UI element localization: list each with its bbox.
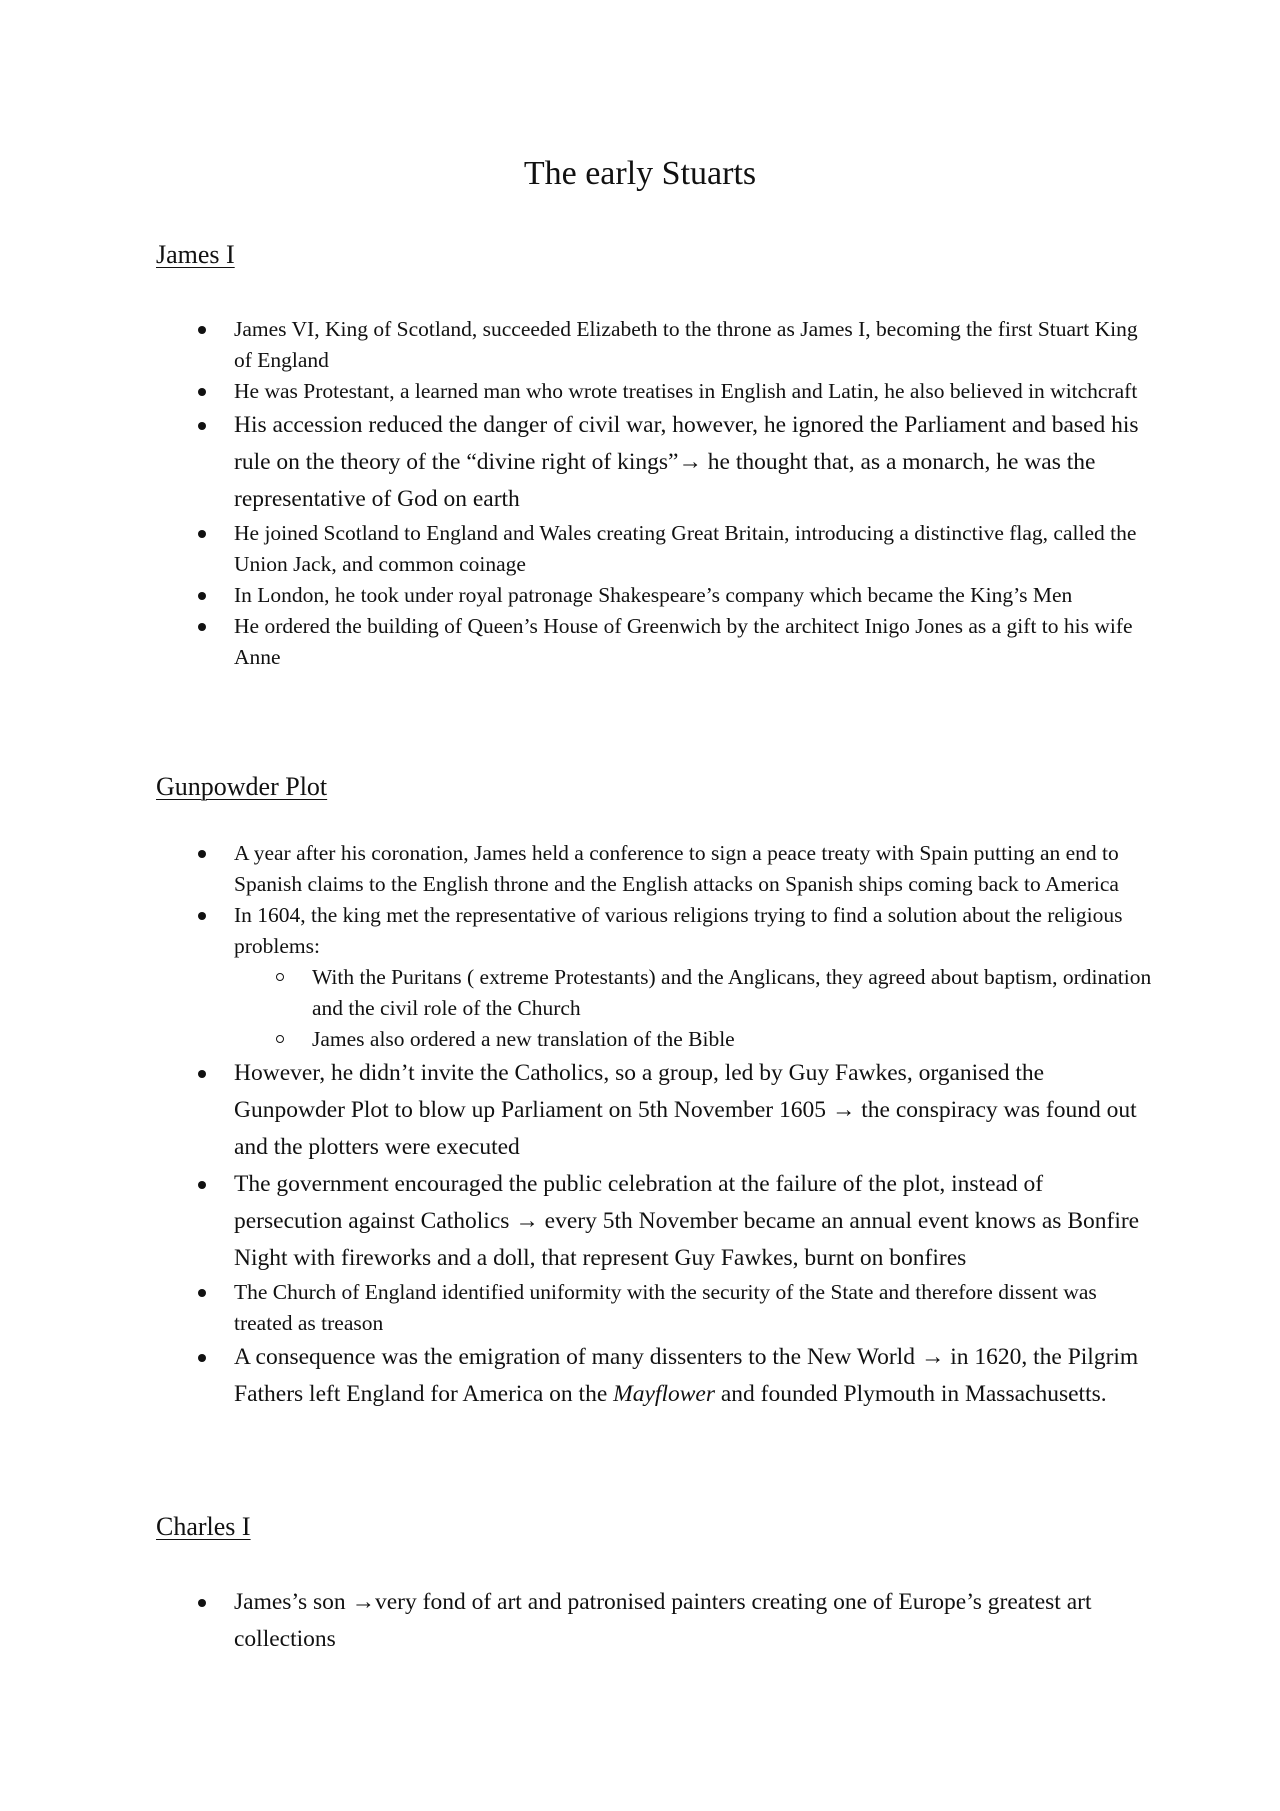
bullet-icon xyxy=(198,1070,206,1078)
bullet-icon xyxy=(198,623,206,631)
sub-list-item: With the Puritans ( extreme Protestants) and the Anglicans, they agreed about baptism, ordination and the civil role of the Church xyxy=(234,962,1156,1024)
sub-list-item: James also ordered a new translation of the Bible xyxy=(234,1024,1156,1055)
hollow-bullet-icon xyxy=(276,973,284,981)
bullet-list-gunpowder-plot xyxy=(156,838,1156,1413)
bullet-icon xyxy=(198,326,206,334)
bullet-icon xyxy=(198,1354,206,1362)
list-item: He joined Scotland to England and Wales creating Great Britain, introducing a distinctive flag, called the Union Jack, and common coinage xyxy=(156,518,1156,580)
hollow-bullet-icon xyxy=(276,1035,284,1043)
list-item: In London, he took under royal patronage Shakespeare’s company which became the King’s Men xyxy=(156,580,1156,611)
bullet-icon xyxy=(198,1181,206,1189)
list-item: A consequence was the emigration of many dissenters to the New World → in 1620, the Pilgrim Fathers left England for America on the Mayflower and founded Plymouth in Massachusetts. xyxy=(156,1339,1156,1413)
list-item: A year after his coronation, James held a conference to sign a peace treaty with Spain putting an end to Spanish claims to the English throne and the English attacks on Spanish ships coming back to America xyxy=(156,838,1156,900)
list-item: James’s son →very fond of art and patronised painters creating one of Europe’s greatest art collections xyxy=(156,1584,1156,1658)
sub-bullet-list xyxy=(234,962,1156,1055)
list-item: His accession reduced the danger of civil war, however, he ignored the Parliament and based his rule on the theory of the “divine right of kings”→ he thought that, as a monarch, he was the representative of God on earth xyxy=(156,407,1156,518)
bullet-icon xyxy=(198,422,206,430)
list-item: The government encouraged the public celebration at the failure of the plot, instead of persecution against Catholics → every 5th November became an annual event knows as Bonfire Night with fireworks and a doll, that represent Guy Fawkes, burnt on bonfires xyxy=(156,1166,1156,1277)
list-item: James VI, King of Scotland, succeeded Elizabeth to the throne as James I, becoming the first Stuart King of England xyxy=(156,314,1156,376)
section-heading-james-i: James I xyxy=(156,240,235,269)
bullet-icon xyxy=(198,592,206,600)
bullet-icon xyxy=(198,388,206,396)
list-item: The Church of England identified uniformity with the security of the State and therefore dissent was treated as treason xyxy=(156,1277,1156,1339)
list-item: He ordered the building of Queen’s House of Greenwich by the architect Inigo Jones as a gift to his wife Anne xyxy=(156,611,1156,673)
bullet-icon xyxy=(198,1289,206,1297)
section-heading-charles-i: Charles I xyxy=(156,1512,251,1541)
page-title: The early Stuarts xyxy=(523,155,757,192)
list-item: He was Protestant, a learned man who wrote treatises in English and Latin, he also believed in witchcraft xyxy=(156,376,1156,407)
list-item: However, he didn’t invite the Catholics, so a group, led by Guy Fawkes, organised the Gunpowder Plot to blow up Parliament on 5th November 1605 → the conspiracy was found out and the plotters were executed xyxy=(156,1055,1156,1166)
ship-name: Mayflower xyxy=(613,1381,715,1407)
bullet-icon xyxy=(198,530,206,538)
bullet-icon xyxy=(198,1599,206,1607)
list-item: In 1604, the king met the representative of various religions trying to find a solution about the religious problems: With the Puritans ( extreme Protestants) and the Anglicans, they agreed about baptism, ordination and the civil role of the Church James also ordered a new translation of the Bible xyxy=(156,900,1156,1055)
bullet-list-charles-i xyxy=(156,1584,1156,1658)
bullet-icon xyxy=(198,850,206,858)
bullet-list-james-i xyxy=(156,314,1156,673)
bullet-icon xyxy=(198,912,206,920)
section-heading-gunpowder-plot: Gunpowder Plot xyxy=(156,772,328,801)
